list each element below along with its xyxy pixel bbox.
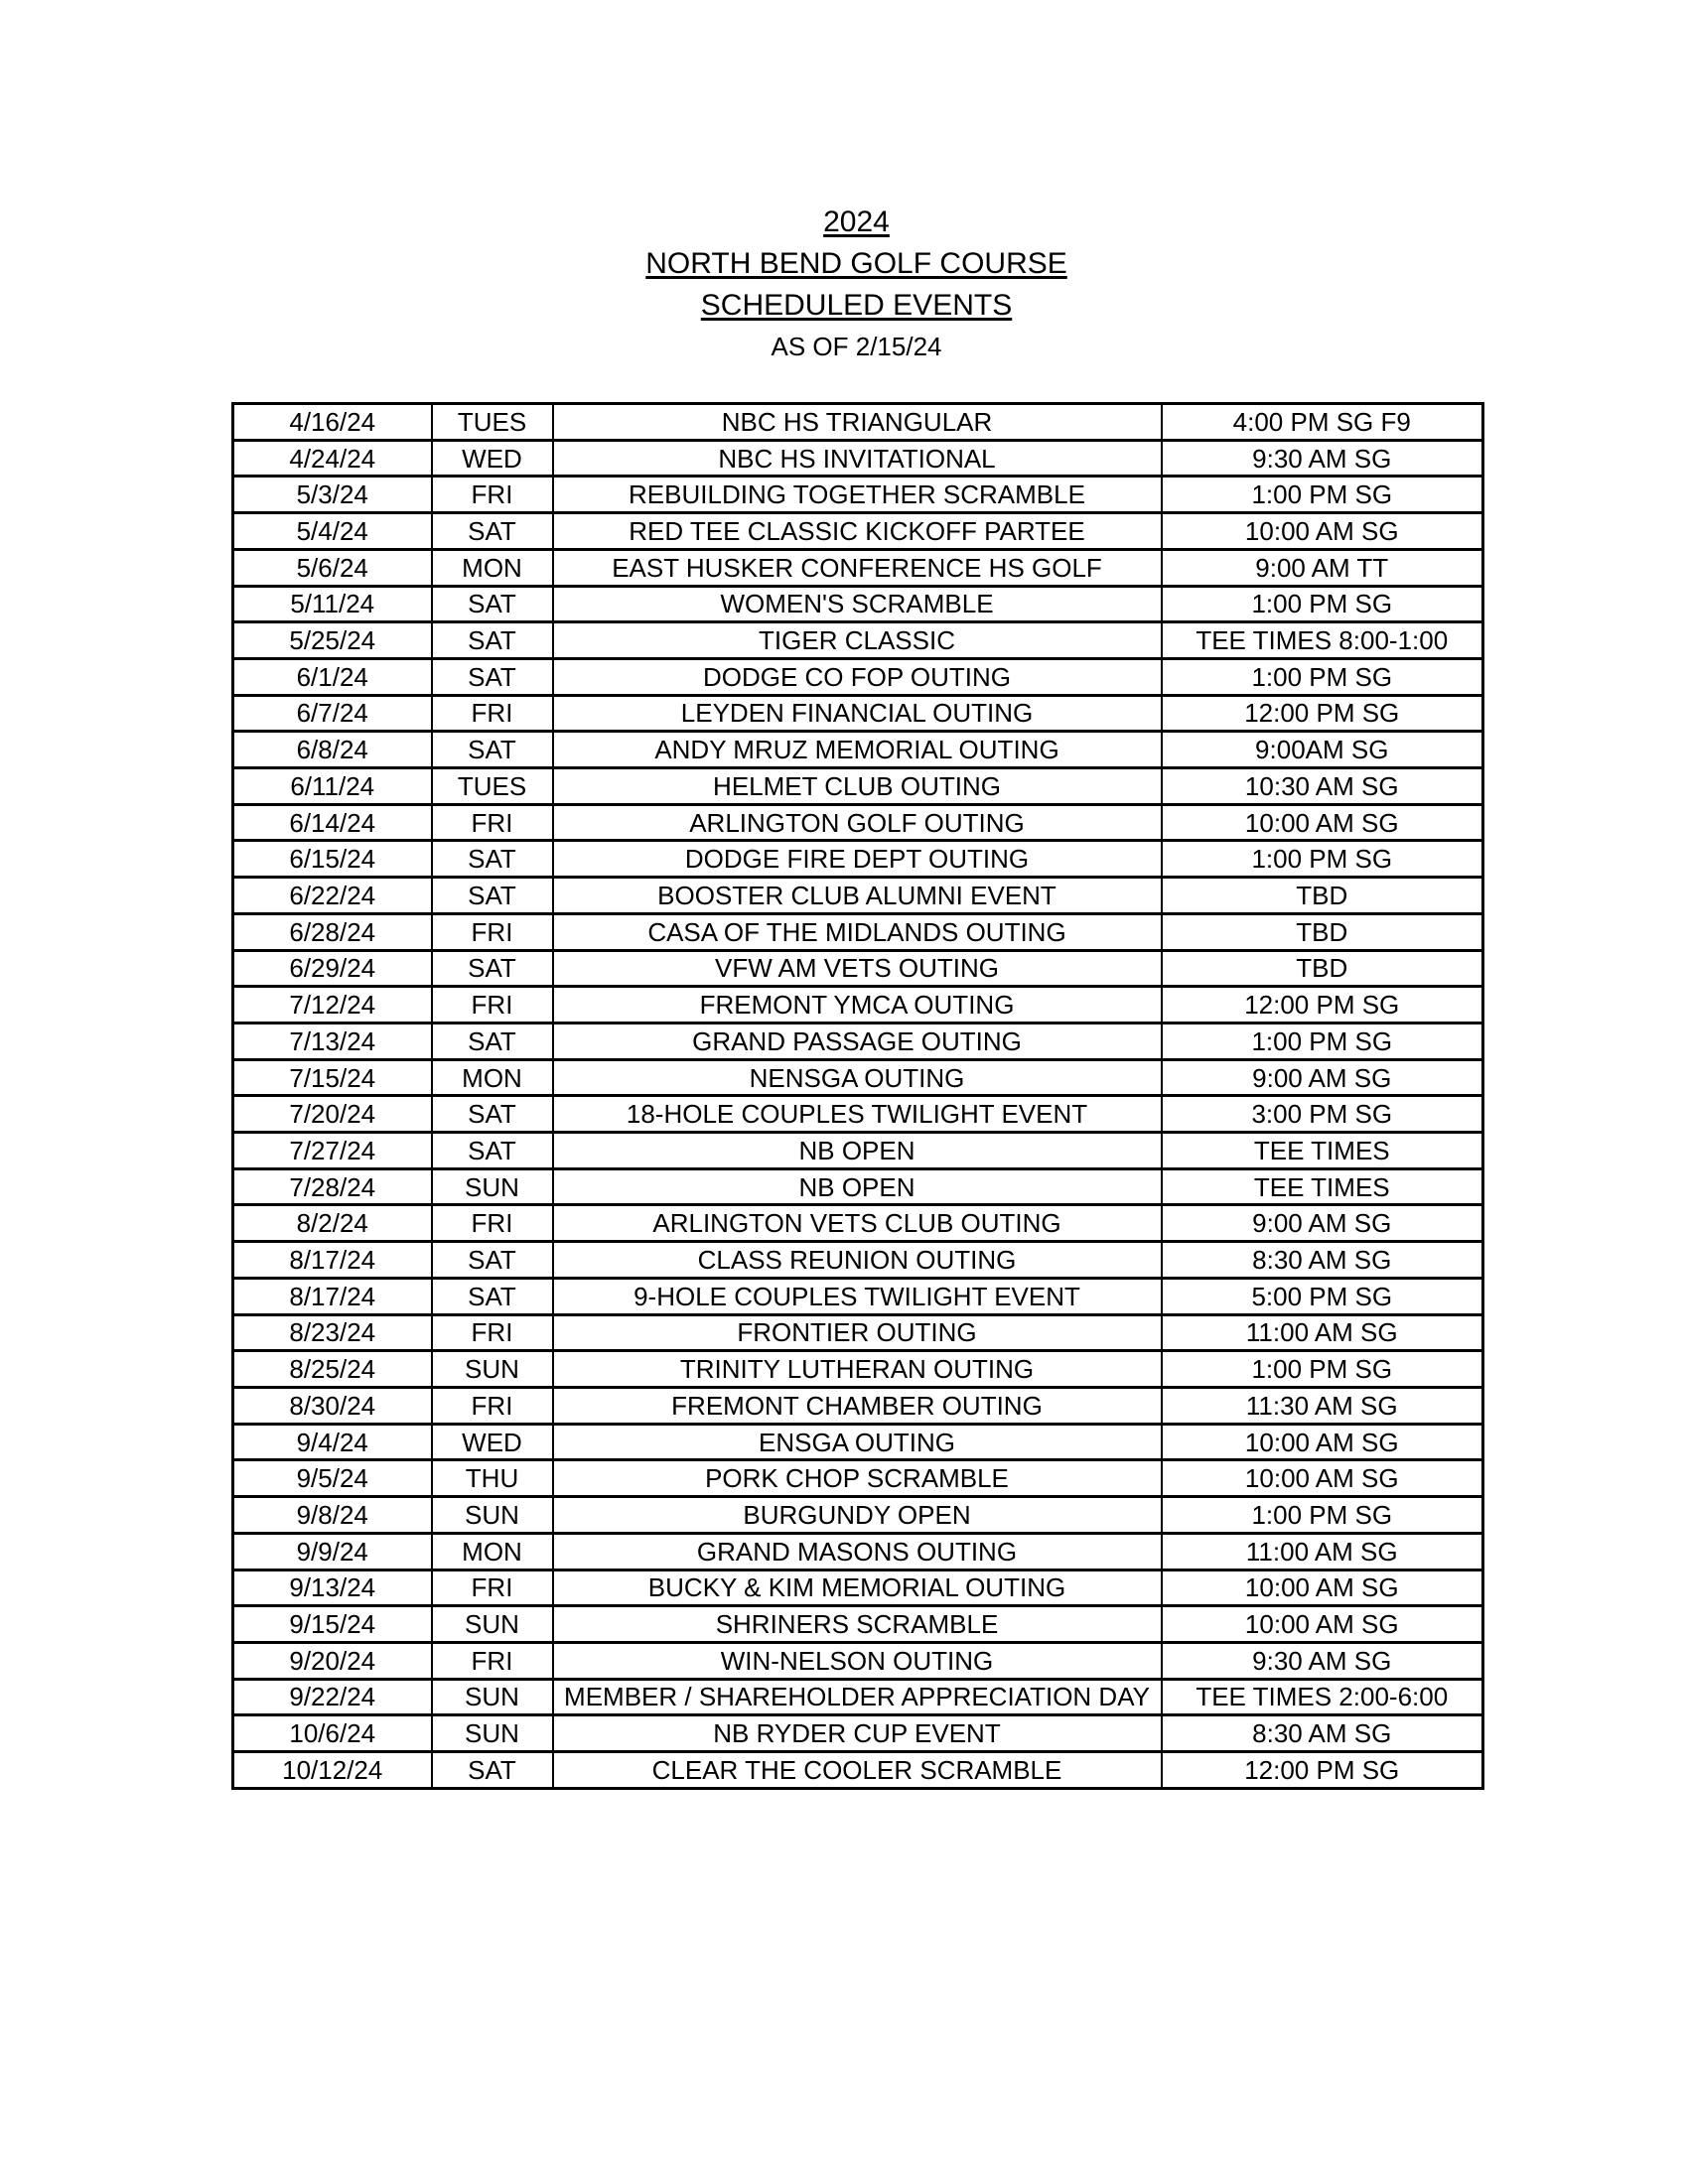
table-row: [233, 987, 1483, 1024]
event-time-cell: TEE TIMES: [1162, 1168, 1483, 1205]
event-time-cell: 9:30 AM SG: [1162, 1642, 1483, 1679]
table-row: [233, 1351, 1483, 1388]
event-name-cell: WOMEN'S SCRAMBLE: [553, 586, 1162, 622]
event-time-cell: 1:00 PM SG: [1162, 586, 1483, 622]
event-date-cell: 6/11/24: [233, 768, 432, 805]
event-day-cell: TUES: [432, 768, 553, 805]
table-row: [233, 404, 1483, 441]
event-time-cell: 5:00 PM SG: [1162, 1278, 1483, 1314]
table-row: [233, 549, 1483, 586]
event-day-cell: MON: [432, 1059, 553, 1096]
event-name-cell: HELMET CLUB OUTING: [553, 768, 1162, 805]
event-date-cell: 4/16/24: [233, 404, 432, 441]
event-name-cell: RED TEE CLASSIC KICKOFF PARTEE: [553, 513, 1162, 550]
event-name-cell: NB RYDER CUP EVENT: [553, 1715, 1162, 1752]
event-name-cell: BOOSTER CLUB ALUMNI EVENT: [553, 878, 1162, 914]
table-row: [233, 695, 1483, 732]
event-date-cell: 10/12/24: [233, 1752, 432, 1789]
event-name-cell: FREMONT CHAMBER OUTING: [553, 1387, 1162, 1424]
event-day-cell: SAT: [432, 622, 553, 659]
event-time-cell: 9:00 AM SG: [1162, 1205, 1483, 1242]
event-name-cell: ARLINGTON VETS CLUB OUTING: [553, 1205, 1162, 1242]
table-row: [233, 1278, 1483, 1314]
event-date-cell: 9/8/24: [233, 1497, 432, 1534]
table-row: [233, 1679, 1483, 1715]
table-row: [233, 1752, 1483, 1789]
event-day-cell: SAT: [432, 1278, 553, 1314]
event-name-cell: NB OPEN: [553, 1133, 1162, 1169]
event-date-cell: 9/13/24: [233, 1570, 432, 1606]
event-name-cell: BURGUNDY OPEN: [553, 1497, 1162, 1534]
as-of-date: AS OF 2/15/24: [771, 332, 942, 361]
event-time-cell: TBD: [1162, 878, 1483, 914]
event-name-cell: VFW AM VETS OUTING: [553, 950, 1162, 987]
event-day-cell: FRI: [432, 804, 553, 841]
table-row: [233, 1387, 1483, 1424]
table-row: [233, 878, 1483, 914]
event-date-cell: 5/6/24: [233, 549, 432, 586]
event-day-cell: SUN: [432, 1679, 553, 1715]
title-year: 2024: [823, 205, 890, 238]
event-name-cell: GRAND PASSAGE OUTING: [553, 1023, 1162, 1059]
event-time-cell: 10:00 AM SG: [1162, 1460, 1483, 1497]
table-row: [233, 1570, 1483, 1606]
event-day-cell: SAT: [432, 841, 553, 878]
table-row: [233, 1133, 1483, 1169]
title-course-name: NORTH BEND GOLF COURSE: [645, 247, 1067, 280]
event-date-cell: 7/20/24: [233, 1096, 432, 1133]
event-date-cell: 6/28/24: [233, 913, 432, 950]
event-name-cell: NBC HS INVITATIONAL: [553, 440, 1162, 477]
event-date-cell: 10/6/24: [233, 1715, 432, 1752]
event-day-cell: FRI: [432, 1570, 553, 1606]
event-day-cell: SAT: [432, 1752, 553, 1789]
event-day-cell: SAT: [432, 1133, 553, 1169]
table-row: [233, 913, 1483, 950]
event-time-cell: TBD: [1162, 913, 1483, 950]
event-name-cell: DODGE FIRE DEPT OUTING: [553, 841, 1162, 878]
event-date-cell: 7/13/24: [233, 1023, 432, 1059]
event-time-cell: 10:00 AM SG: [1162, 804, 1483, 841]
event-time-cell: TEE TIMES 2:00-6:00: [1162, 1679, 1483, 1715]
event-date-cell: 8/23/24: [233, 1314, 432, 1351]
event-time-cell: 10:30 AM SG: [1162, 768, 1483, 805]
event-date-cell: 7/15/24: [233, 1059, 432, 1096]
event-name-cell: ENSGA OUTING: [553, 1424, 1162, 1460]
event-time-cell: 10:00 AM SG: [1162, 1570, 1483, 1606]
event-date-cell: 9/20/24: [233, 1642, 432, 1679]
event-day-cell: MON: [432, 549, 553, 586]
table-row: [233, 658, 1483, 695]
table-row: [233, 1205, 1483, 1242]
event-time-cell: 9:30 AM SG: [1162, 440, 1483, 477]
table-row: [233, 1497, 1483, 1534]
event-day-cell: SUN: [432, 1606, 553, 1643]
event-date-cell: 9/4/24: [233, 1424, 432, 1460]
event-day-cell: FRI: [432, 1642, 553, 1679]
event-day-cell: SAT: [432, 586, 553, 622]
event-date-cell: 8/17/24: [233, 1278, 432, 1314]
event-date-cell: 6/29/24: [233, 950, 432, 987]
table-row: [233, 1460, 1483, 1497]
event-time-cell: 11:00 AM SG: [1162, 1314, 1483, 1351]
event-date-cell: 9/5/24: [233, 1460, 432, 1497]
event-name-cell: PORK CHOP SCRAMBLE: [553, 1460, 1162, 1497]
table-row: [233, 804, 1483, 841]
table-row: [233, 1242, 1483, 1279]
table-row: [233, 768, 1483, 805]
table-row: [233, 440, 1483, 477]
events-table-body: [233, 404, 1483, 1789]
event-time-cell: 4:00 PM SG F9: [1162, 404, 1483, 441]
event-date-cell: 7/28/24: [233, 1168, 432, 1205]
event-day-cell: SAT: [432, 513, 553, 550]
event-time-cell: 12:00 PM SG: [1162, 1752, 1483, 1789]
event-time-cell: 9:00AM SG: [1162, 732, 1483, 768]
event-name-cell: DODGE CO FOP OUTING: [553, 658, 1162, 695]
event-name-cell: BUCKY & KIM MEMORIAL OUTING: [553, 1570, 1162, 1606]
table-row: [233, 1023, 1483, 1059]
event-time-cell: 8:30 AM SG: [1162, 1715, 1483, 1752]
event-name-cell: CLEAR THE COOLER SCRAMBLE: [553, 1752, 1162, 1789]
event-time-cell: TEE TIMES 8:00-1:00: [1162, 622, 1483, 659]
event-date-cell: 6/1/24: [233, 658, 432, 695]
event-name-cell: CLASS REUNION OUTING: [553, 1242, 1162, 1279]
table-row: [233, 1533, 1483, 1570]
event-name-cell: FRONTIER OUTING: [553, 1314, 1162, 1351]
event-date-cell: 9/22/24: [233, 1679, 432, 1715]
table-row: [233, 950, 1483, 987]
event-name-cell: REBUILDING TOGETHER SCRAMBLE: [553, 477, 1162, 513]
table-row: [233, 1606, 1483, 1643]
event-day-cell: FRI: [432, 987, 553, 1024]
event-name-cell: EAST HUSKER CONFERENCE HS GOLF: [553, 549, 1162, 586]
event-day-cell: SUN: [432, 1715, 553, 1752]
event-date-cell: 6/7/24: [233, 695, 432, 732]
event-day-cell: FRI: [432, 913, 553, 950]
table-row: [233, 1314, 1483, 1351]
event-day-cell: SAT: [432, 950, 553, 987]
event-time-cell: 11:30 AM SG: [1162, 1387, 1483, 1424]
event-name-cell: TRINITY LUTHERAN OUTING: [553, 1351, 1162, 1388]
event-time-cell: 1:00 PM SG: [1162, 1351, 1483, 1388]
event-date-cell: 8/2/24: [233, 1205, 432, 1242]
event-date-cell: 7/27/24: [233, 1133, 432, 1169]
table-row: [233, 1096, 1483, 1133]
event-day-cell: SUN: [432, 1351, 553, 1388]
table-row: [233, 1168, 1483, 1205]
events-table: [231, 402, 1484, 1790]
event-date-cell: 8/17/24: [233, 1242, 432, 1279]
event-date-cell: 5/25/24: [233, 622, 432, 659]
event-name-cell: 18-HOLE COUPLES TWILIGHT EVENT: [553, 1096, 1162, 1133]
event-name-cell: ANDY MRUZ MEMORIAL OUTING: [553, 732, 1162, 768]
event-date-cell: 6/8/24: [233, 732, 432, 768]
event-day-cell: SAT: [432, 658, 553, 695]
event-time-cell: 3:00 PM SG: [1162, 1096, 1483, 1133]
event-date-cell: 5/3/24: [233, 477, 432, 513]
event-day-cell: SAT: [432, 1023, 553, 1059]
event-name-cell: NBC HS TRIANGULAR: [553, 404, 1162, 441]
event-name-cell: MEMBER / SHAREHOLDER APPRECIATION DAY: [553, 1679, 1162, 1715]
table-row: [233, 841, 1483, 878]
event-day-cell: SAT: [432, 1096, 553, 1133]
event-day-cell: FRI: [432, 1205, 553, 1242]
event-date-cell: 5/4/24: [233, 513, 432, 550]
event-time-cell: 12:00 PM SG: [1162, 987, 1483, 1024]
event-day-cell: SAT: [432, 878, 553, 914]
event-date-cell: 6/15/24: [233, 841, 432, 878]
event-day-cell: THU: [432, 1460, 553, 1497]
event-date-cell: 9/9/24: [233, 1533, 432, 1570]
table-row: [233, 1059, 1483, 1096]
event-time-cell: 1:00 PM SG: [1162, 477, 1483, 513]
event-day-cell: SAT: [432, 1242, 553, 1279]
event-day-cell: WED: [432, 440, 553, 477]
event-day-cell: WED: [432, 1424, 553, 1460]
event-name-cell: NB OPEN: [553, 1168, 1162, 1205]
table-row: [233, 1715, 1483, 1752]
event-time-cell: TEE TIMES: [1162, 1133, 1483, 1169]
event-day-cell: FRI: [432, 695, 553, 732]
table-row: [233, 1642, 1483, 1679]
event-time-cell: 1:00 PM SG: [1162, 841, 1483, 878]
table-row: [233, 513, 1483, 550]
table-row: [233, 622, 1483, 659]
table-row: [233, 732, 1483, 768]
event-date-cell: 8/30/24: [233, 1387, 432, 1424]
event-name-cell: WIN-NELSON OUTING: [553, 1642, 1162, 1679]
event-name-cell: LEYDEN FINANCIAL OUTING: [553, 695, 1162, 732]
event-day-cell: SUN: [432, 1497, 553, 1534]
event-date-cell: 6/22/24: [233, 878, 432, 914]
event-day-cell: TUES: [432, 404, 553, 441]
event-day-cell: FRI: [432, 1314, 553, 1351]
event-date-cell: 8/25/24: [233, 1351, 432, 1388]
event-day-cell: MON: [432, 1533, 553, 1570]
event-time-cell: 11:00 AM SG: [1162, 1533, 1483, 1570]
event-name-cell: FREMONT YMCA OUTING: [553, 987, 1162, 1024]
event-date-cell: 5/11/24: [233, 586, 432, 622]
event-time-cell: 1:00 PM SG: [1162, 658, 1483, 695]
event-time-cell: 8:30 AM SG: [1162, 1242, 1483, 1279]
event-day-cell: SUN: [432, 1168, 553, 1205]
event-name-cell: 9-HOLE COUPLES TWILIGHT EVENT: [553, 1278, 1162, 1314]
table-row: [233, 586, 1483, 622]
event-time-cell: 1:00 PM SG: [1162, 1497, 1483, 1534]
event-name-cell: SHRINERS SCRAMBLE: [553, 1606, 1162, 1643]
event-date-cell: 7/12/24: [233, 987, 432, 1024]
event-time-cell: 9:00 AM SG: [1162, 1059, 1483, 1096]
event-date-cell: 9/15/24: [233, 1606, 432, 1643]
event-name-cell: GRAND MASONS OUTING: [553, 1533, 1162, 1570]
event-date-cell: 6/14/24: [233, 804, 432, 841]
event-name-cell: ARLINGTON GOLF OUTING: [553, 804, 1162, 841]
event-name-cell: TIGER CLASSIC: [553, 622, 1162, 659]
table-row: [233, 1424, 1483, 1460]
event-time-cell: 10:00 AM SG: [1162, 513, 1483, 550]
event-time-cell: 1:00 PM SG: [1162, 1023, 1483, 1059]
event-day-cell: FRI: [432, 1387, 553, 1424]
event-date-cell: 4/24/24: [233, 440, 432, 477]
event-time-cell: 10:00 AM SG: [1162, 1606, 1483, 1643]
event-name-cell: CASA OF THE MIDLANDS OUTING: [553, 913, 1162, 950]
table-row: [233, 477, 1483, 513]
document-header: [231, 202, 1481, 366]
title-scheduled-events: SCHEDULED EVENTS: [700, 289, 1013, 322]
event-name-cell: NENSGA OUTING: [553, 1059, 1162, 1096]
event-time-cell: TBD: [1162, 950, 1483, 987]
event-time-cell: 12:00 PM SG: [1162, 695, 1483, 732]
event-time-cell: 10:00 AM SG: [1162, 1424, 1483, 1460]
event-day-cell: FRI: [432, 477, 553, 513]
event-time-cell: 9:00 AM TT: [1162, 549, 1483, 586]
event-day-cell: SAT: [432, 732, 553, 768]
